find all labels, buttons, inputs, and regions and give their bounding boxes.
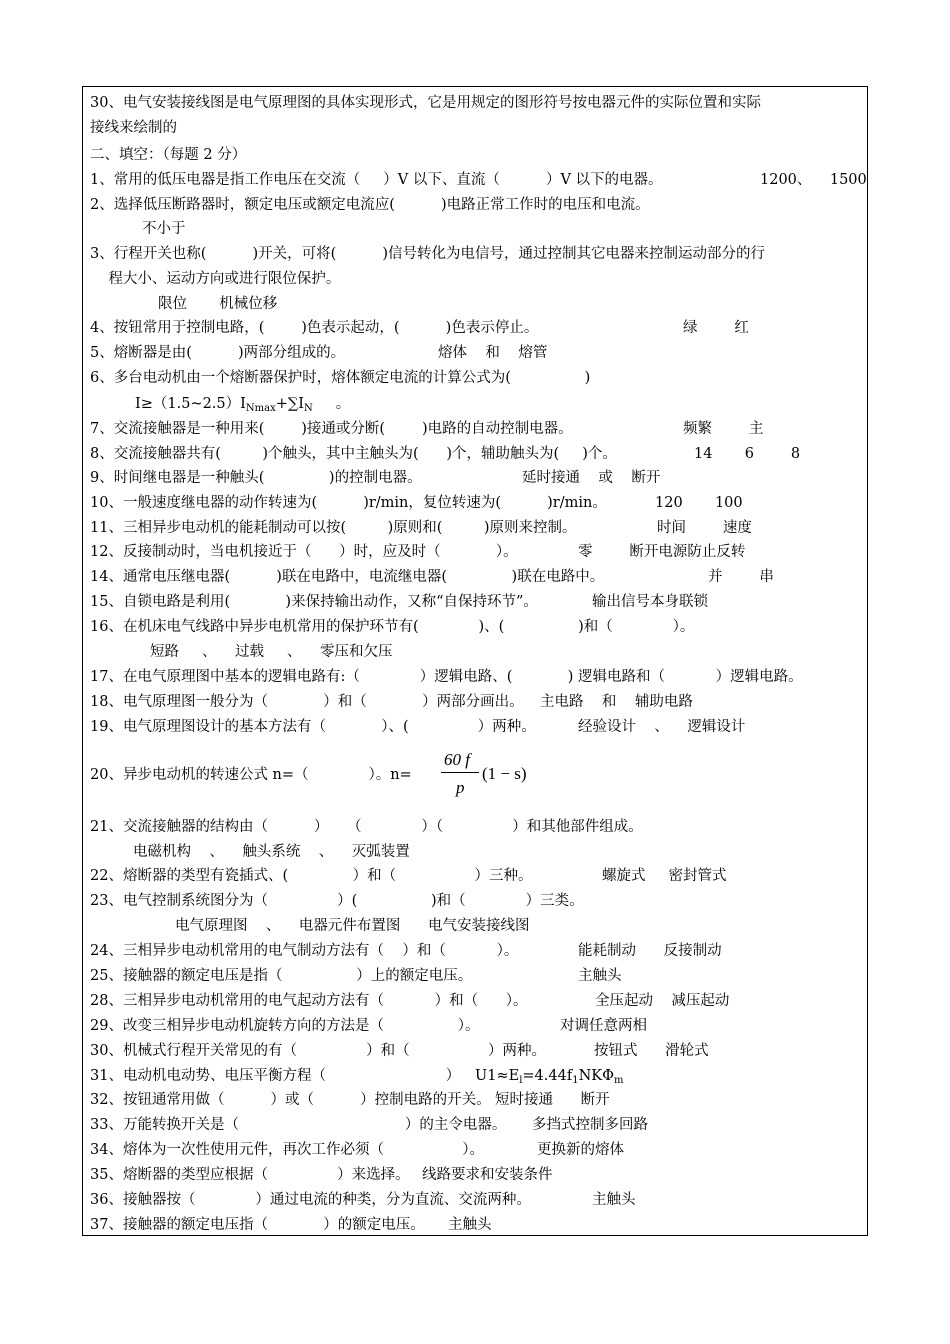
answer-16: 短路 、 过载 、 零压和欠压: [150, 644, 393, 660]
question-6: 6、多台电动机由一个熔断器保护时，熔体额定电流的计算公式为( ): [90, 370, 591, 386]
answer-35: 线路要求和安装条件: [422, 1167, 553, 1183]
answer-28: 全压起动 减压起动: [595, 993, 730, 1009]
answer-7: 频繁 主: [683, 421, 764, 437]
question-33: 33、万能转换开关是（ ）的主令电器。: [90, 1117, 507, 1133]
answer-21: 电磁机构 、 触头系统 、 灭弧装置: [133, 844, 410, 860]
answer-14: 并 串: [708, 569, 774, 585]
question-24: 24、三相异步电动机常用的电气制动方法有（ ）和（ ）。: [90, 943, 519, 959]
question-3-cont: 程大小、运动方向或进行限位保护。: [90, 271, 341, 287]
answer-6: [135, 394, 350, 419]
question-30: 30、机械式行程开关常见的有（ ）和（ ）两种。: [90, 1043, 546, 1059]
answer-9: 延时接通 或 断开: [522, 470, 661, 486]
answer-18: 主电路 和 辅助电路: [540, 694, 693, 710]
answer-6-part: I≥（1.5~2.5）I: [135, 396, 246, 412]
answer-6-part: +∑I: [275, 396, 304, 412]
question-29: 29、改变三相异步电动机旋转方向的方法是（ ）。: [90, 1018, 480, 1034]
section-heading: 二、填空：（每题 2 分）: [90, 147, 247, 163]
answer-31-sub: l: [519, 1075, 523, 1086]
question-16: 16、在机床电气线路中异步电机常用的保护环节有( )、( )和（ ）。: [90, 619, 695, 635]
question-19: 19、电气原理图设计的基本方法有（ ）、( ）两种。: [90, 719, 536, 735]
question-32: 32、按钮通常用做（ ）或（ ）控制电路的开关。: [90, 1092, 491, 1108]
answer-22: 螺旋式 密封管式: [602, 868, 727, 884]
answer-19: 经验设计 、 逻辑设计: [578, 719, 746, 735]
formula-denominator: p: [456, 778, 465, 797]
question-25: 25、接触器的额定电压是指（ ）上的额定电压。: [90, 968, 473, 984]
answer-6-sub: N: [303, 403, 313, 414]
formula-tail: (1 − s): [482, 764, 527, 783]
question-36: 36、接触器按（ ）通过电流的种类，分为直流、交流两种。: [90, 1192, 531, 1208]
answer-25: 主触头: [578, 968, 622, 984]
question-7: 7、交流接触器是一种用来( )接通或分断( )电路的自动控制电器。: [90, 421, 573, 437]
answer-10: 120 100: [655, 495, 743, 511]
answer-37: 主触头: [448, 1217, 492, 1233]
question-23: 23、电气控制系统图分为（ ）( )和（ ）三类。: [90, 893, 584, 909]
question-21: 21、交流接触器的结构由（ ） （ ）（ ）和其他部件组成。: [90, 819, 643, 835]
answer-12: 零 断开电源防止反转: [578, 544, 746, 560]
answer-23: 电气原理图 、 电器元件布置图 电气安装接线图: [175, 918, 530, 934]
question-18: 18、电气原理图一般分为（ ）和（ ）两部分画出。: [90, 694, 524, 710]
answer-31: [475, 1066, 623, 1091]
answer-31-part: NKΦ: [578, 1068, 614, 1084]
answer-31-sub: m: [614, 1075, 624, 1086]
question-12: 12、反接制动时，当电机接近于（ ）时，应及时（ ）。: [90, 544, 518, 560]
answer-6-sub: Nmax: [245, 403, 276, 414]
answer-30: 按钮式 滑轮式: [594, 1043, 709, 1059]
question-22: 22、熔断器的类型有瓷插式、( ）和（ ）三种。: [90, 868, 533, 884]
answer-6-part: 。: [312, 396, 351, 412]
answer-31-sub: 1: [572, 1075, 579, 1086]
text-line: 接线来绘制的: [90, 120, 177, 136]
question-17: 17、在电气原理图中基本的逻辑电路有:（ ）逻辑电路、( ) 逻辑电路和（ ）逻辑电路。: [90, 669, 803, 685]
answer-36: 主触头: [592, 1192, 636, 1208]
answer-3: 限位 机械位移: [158, 296, 278, 312]
question-4: 4、按钮常用于控制电路，( )色表示起动，( )色表示停止。: [90, 320, 539, 336]
question-2: 2、选择低压断路器时，额定电压或额定电流应( )电路正常工作时的电压和电流。: [90, 197, 650, 213]
question-14: 14、通常电压继电器( )联在电路中，电流继电器( )联在电路中。: [90, 569, 605, 585]
answer-33: 多挡式控制多回路: [532, 1117, 648, 1133]
question-8: 8、交流接触器共有( )个触头，其中主触头为( )个，辅助触头为( )个。: [90, 446, 617, 462]
question-37: 37、接触器的额定电压指（ ）的额定电压。: [90, 1217, 425, 1233]
answer-5: 熔体 和 熔管: [438, 345, 548, 361]
question-15: 15、自锁电路是利用( )来保持输出动作，又称“自保持环节”。: [90, 594, 538, 610]
question-3: 3、行程开关也称( )开关，可将( )信号转化为电信号，通过控制其它电器来控制运动部分的行: [90, 246, 766, 262]
question-11: 11、三相异步电动机的能耗制动可以按( )原则和( )原则来控制。: [90, 520, 577, 536]
answer-15: 输出信号本身联锁: [592, 594, 708, 610]
answer-8: 14 6 8: [694, 446, 801, 462]
question-10: 10、一般速度继电器的动作转速为( )r/min，复位转速为( )r/min。: [90, 495, 607, 511]
answer-34: 更换新的熔体: [537, 1142, 624, 1158]
answer-31-part: U1≈E: [475, 1068, 520, 1084]
answer-4: 绿 红: [683, 320, 749, 336]
answer-32: 短时接通 断开: [495, 1092, 610, 1108]
answer-2: 不小于: [142, 221, 186, 237]
formula-numerator: 60 f: [444, 750, 470, 769]
formula-fraction-bar: [441, 772, 479, 773]
answer-31-part: =4.44f: [522, 1068, 573, 1084]
answer-11: 时间 速度: [657, 520, 752, 536]
question-35: 35、熔断器的类型应根据（ ）来选择。: [90, 1167, 410, 1183]
question-5: 5、熔断器是由( )两部分组成的。: [90, 345, 346, 361]
text-line: 30、电气安装接线图是电气原理图的具体实现形式，它是用规定的图形符号按电器元件的实际位置和实际: [90, 95, 761, 111]
answer-29: 对调任意两相: [560, 1018, 647, 1034]
question-20: 20、异步电动机的转速公式 n=（ ）。n=: [90, 767, 412, 783]
answer-24: 能耗制动 反接制动: [578, 943, 722, 959]
question-1: 1、常用的低压电器是指工作电压在交流（ ）V 以下、直流（ ）V 以下的电器。: [90, 172, 663, 188]
question-28: 28、三相异步电动机常用的电气起动方法有（ ）和（ ）。: [90, 993, 528, 1009]
answer-1: 1200、 1500: [760, 172, 867, 188]
question-34: 34、熔体为一次性使用元件，再次工作必须（ ）。: [90, 1142, 485, 1158]
question-31: 31、电动机电动势、电压平衡方程（ ）: [90, 1068, 461, 1084]
question-9: 9、时间继电器是一种触头( )的控制电器。: [90, 470, 422, 486]
